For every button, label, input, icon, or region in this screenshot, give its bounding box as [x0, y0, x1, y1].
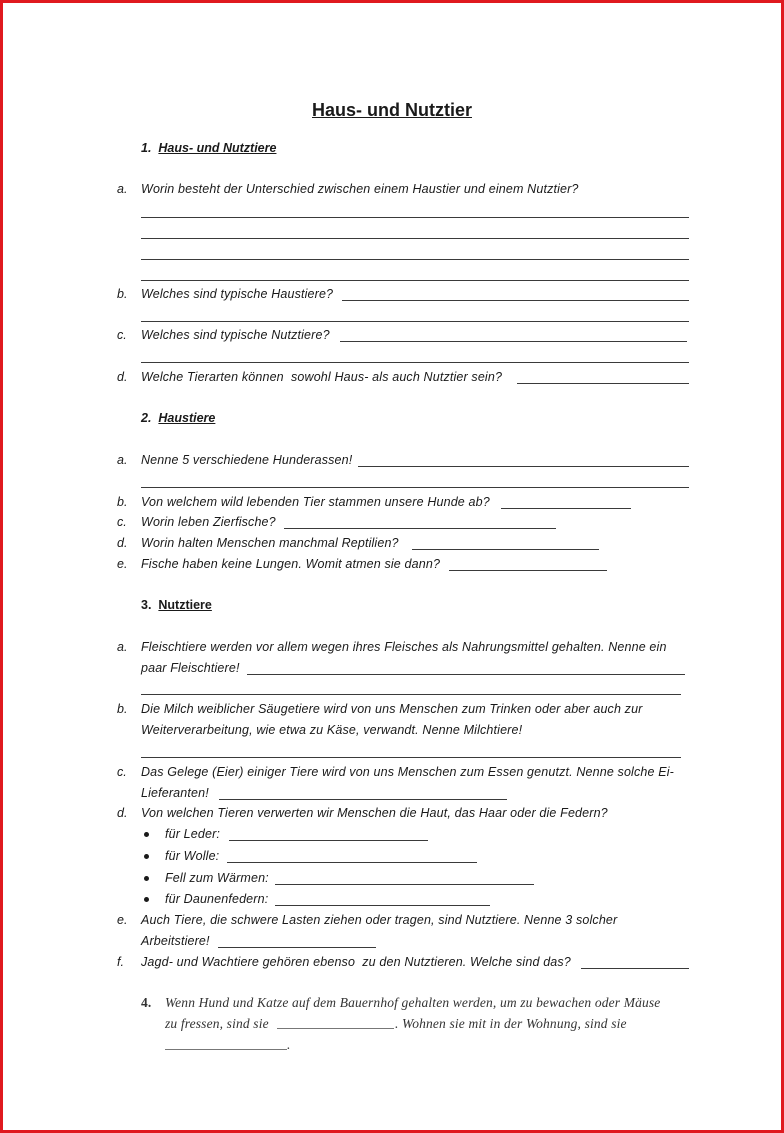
- question-marker: a.: [117, 182, 128, 196]
- answer-line[interactable]: [141, 217, 689, 218]
- bullet-icon: [144, 832, 149, 837]
- bullet-item: für Daunenfedern:: [165, 892, 269, 906]
- answer-line[interactable]: [141, 321, 689, 322]
- answer-line[interactable]: [247, 674, 685, 675]
- question-text: Arbeitstiere!: [141, 934, 210, 948]
- question-text: Auch Tiere, die schwere Lasten ziehen oder tragen, sind Nutztiere. Nenne 3 solcher: [141, 913, 618, 927]
- answer-line[interactable]: [141, 362, 689, 363]
- question-marker: d.: [117, 536, 128, 550]
- answer-line[interactable]: [358, 466, 689, 467]
- question-marker: a.: [117, 453, 128, 467]
- question-marker: c.: [117, 328, 127, 342]
- question-text: Welche Tierarten können sowohl Haus- als auch Nutztier sein?: [141, 370, 503, 384]
- section-heading-3: 3. Nutztiere: [141, 598, 212, 612]
- question-marker: d.: [117, 370, 128, 384]
- question-number: 4.: [141, 995, 152, 1010]
- answer-line[interactable]: [141, 487, 689, 488]
- answer-line[interactable]: [165, 1049, 287, 1050]
- answer-line[interactable]: [218, 947, 376, 948]
- question-text: . Wohnen sie mit in der Wohnung, sind sie: [395, 1016, 627, 1031]
- question-text: Die Milch weiblicher Säugetiere wird von uns Menschen zum Trinken oder aber auch zur: [141, 702, 643, 716]
- answer-line[interactable]: [219, 799, 507, 800]
- bullet-item: für Leder:: [165, 827, 221, 841]
- answer-line[interactable]: [275, 905, 490, 906]
- section-heading-2: 2. Haustiere: [141, 411, 216, 425]
- bullet-icon: [144, 876, 149, 881]
- question-text: Das Gelege (Eier) einiger Tiere wird von uns Menschen zum Essen genutzt. Nenne solche Ei-: [141, 765, 674, 779]
- question-text: zu fressen, sind sie: [165, 1016, 269, 1031]
- answer-line[interactable]: [412, 549, 599, 550]
- question-marker: c.: [117, 765, 127, 779]
- page-title: Haus- und Nutztier: [312, 100, 472, 120]
- answer-line[interactable]: [275, 884, 534, 885]
- question-marker: b.: [117, 702, 128, 716]
- question-text: Von welchem wild lebenden Tier stammen unsere Hunde ab?: [141, 495, 490, 509]
- question-text: Jagd- und Wachtiere gehören ebenso zu den Nutztieren. Welche sind das?: [141, 955, 571, 969]
- answer-line[interactable]: [284, 528, 556, 529]
- question-marker: e.: [117, 913, 128, 927]
- answer-line[interactable]: [517, 383, 689, 384]
- question-marker: b.: [117, 287, 128, 301]
- question-text: Worin leben Zierfische?: [141, 515, 276, 529]
- answer-line[interactable]: [342, 300, 689, 301]
- question-text: Wenn Hund und Katze auf dem Bauernhof gehalten werden, um zu bewachen oder Mäuse: [165, 995, 661, 1010]
- question-text: Nenne 5 verschiedene Hunderassen!: [141, 453, 353, 467]
- bullet-item: für Wolle:: [165, 849, 220, 863]
- answer-line[interactable]: [581, 968, 689, 969]
- question-marker: c.: [117, 515, 127, 529]
- question-marker: f.: [117, 955, 124, 969]
- section-heading-1: 1. Haus- und Nutztiere: [141, 141, 277, 155]
- question-text: Welches sind typische Haustiere?: [141, 287, 334, 301]
- answer-line[interactable]: [141, 259, 689, 260]
- bullet-icon: [144, 897, 149, 902]
- answer-line[interactable]: [141, 280, 689, 281]
- answer-line[interactable]: [141, 757, 681, 758]
- question-marker: e.: [117, 557, 128, 571]
- question-text: .: [287, 1037, 291, 1052]
- question-text: Weiterverarbeitung, wie etwa zu Käse, verwandt. Nenne Milchtiere!: [141, 723, 523, 737]
- answer-line[interactable]: [141, 694, 681, 695]
- question-text: paar Fleischtiere!: [141, 661, 240, 675]
- bullet-icon: [144, 854, 149, 859]
- question-marker: a.: [117, 640, 128, 654]
- question-text: Welches sind typische Nutztiere?: [141, 328, 330, 342]
- question-marker: b.: [117, 495, 128, 509]
- question-text: Fleischtiere werden vor allem wegen ihres Fleisches als Nahrungsmittel gehalten. Nenne ein: [141, 640, 667, 654]
- question-text: Worin besteht der Unterschied zwischen einem Haustier und einem Nutztier?: [141, 182, 579, 196]
- answer-line[interactable]: [141, 238, 689, 239]
- answer-line[interactable]: [229, 840, 428, 841]
- answer-line[interactable]: [449, 570, 607, 571]
- answer-line[interactable]: [227, 862, 477, 863]
- question-text: Worin halten Menschen manchmal Reptilien?: [141, 536, 399, 550]
- answer-line[interactable]: [277, 1028, 394, 1029]
- answer-line[interactable]: [501, 508, 631, 509]
- question-marker: d.: [117, 806, 128, 820]
- bullet-item: Fell zum Wärmen:: [165, 871, 269, 885]
- question-text: Von welchen Tieren verwerten wir Menschen die Haut, das Haar oder die Federn?: [141, 806, 608, 820]
- question-text: Lieferanten!: [141, 786, 209, 800]
- answer-line[interactable]: [340, 341, 687, 342]
- question-text: Fische haben keine Lungen. Womit atmen sie dann?: [141, 557, 441, 571]
